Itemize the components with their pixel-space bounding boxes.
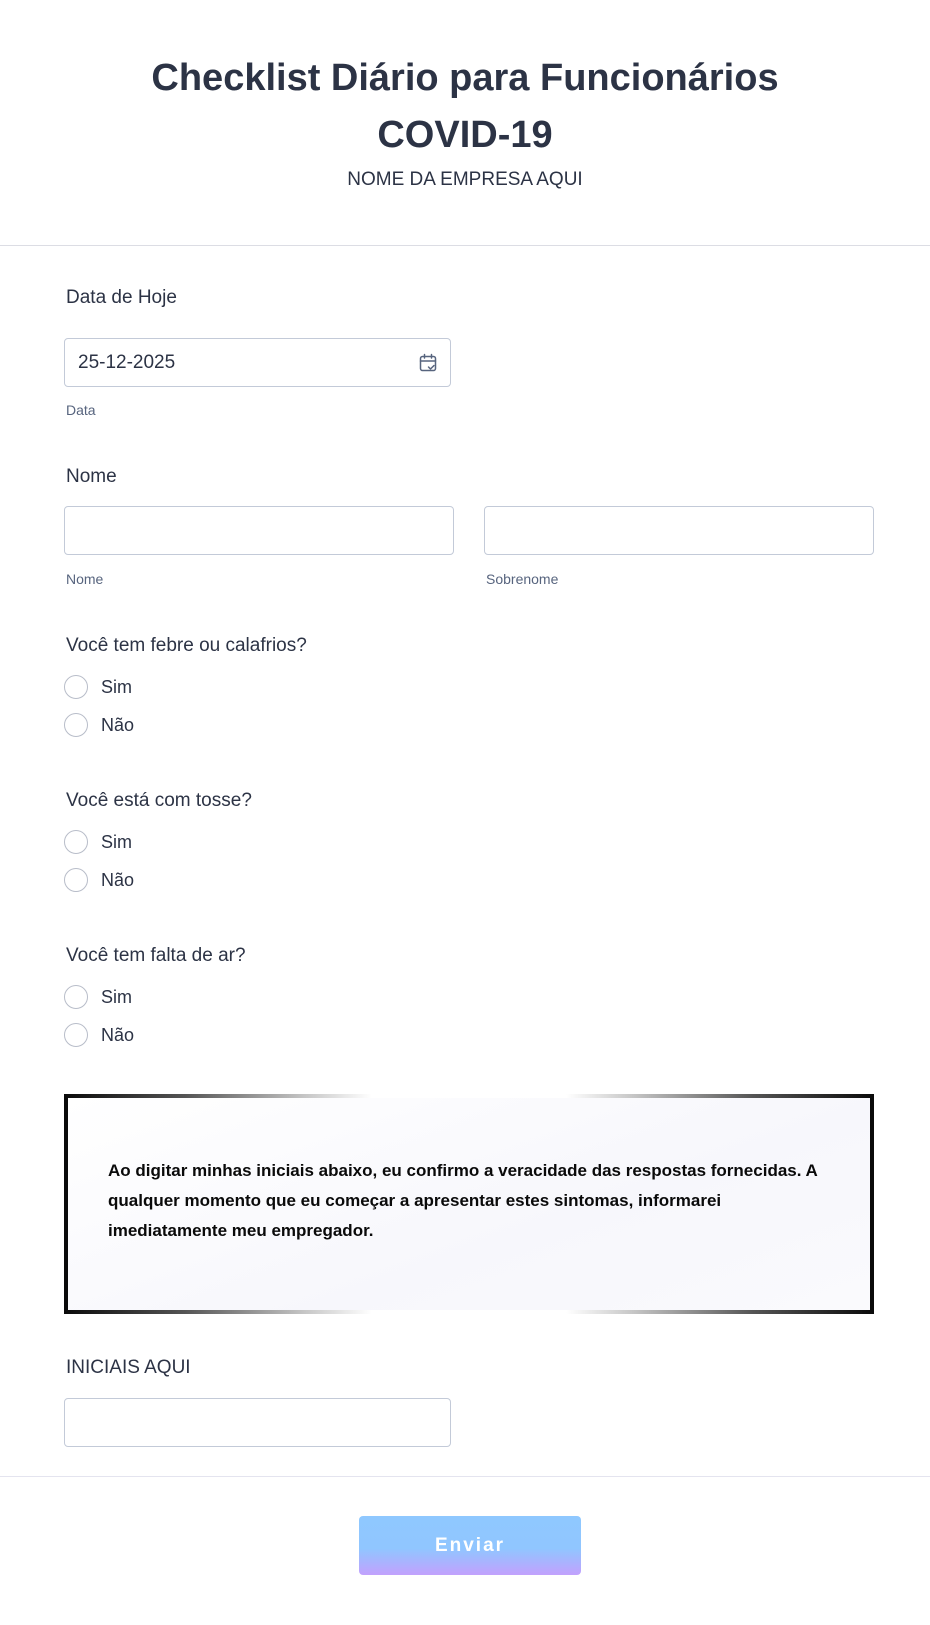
- form-title-line1: Checklist Diário para Funcionários: [151, 57, 779, 99]
- date-value: 25-12-2025: [78, 352, 176, 373]
- question-breath-label: Você tem falta de ar?: [66, 945, 246, 966]
- date-label: Data de Hoje: [66, 287, 177, 308]
- radio-label: Sim: [101, 832, 132, 852]
- question-fever-label: Você tem febre ou calafrios?: [66, 635, 307, 656]
- date-input[interactable]: [64, 338, 451, 387]
- calendar-check-icon[interactable]: [418, 353, 438, 373]
- first-name-sublabel: Nome: [66, 571, 104, 587]
- last-name-sublabel: Sobrenome: [486, 571, 559, 587]
- radio-label: Não: [101, 870, 135, 890]
- radio-label: Não: [101, 1025, 135, 1045]
- first-name-input[interactable]: [64, 506, 454, 555]
- radio-fever-sim[interactable]: [64, 674, 132, 700]
- confirmation-notice: [64, 1098, 874, 1310]
- radio-cough-nao[interactable]: [64, 867, 134, 893]
- radio-circle[interactable]: [64, 675, 88, 699]
- radio-breath-sim[interactable]: [64, 984, 132, 1010]
- radio-label: Não: [101, 715, 135, 735]
- form-title: [0, 50, 930, 164]
- notice-text: Ao digitar minhas iniciais abaixo, eu confirmo a veracidade das respostas fornecidas. A qualquer momento que eu começar a apresentar estes sintomas, informarei imediatamente meu empregador.: [108, 1161, 818, 1240]
- form-header: [0, 0, 930, 246]
- radio-label: Sim: [101, 677, 132, 697]
- name-label: Nome: [66, 466, 117, 487]
- submit-button[interactable]: Enviar: [359, 1516, 581, 1575]
- radio-cough-sim[interactable]: [64, 829, 132, 855]
- radio-circle[interactable]: [64, 713, 88, 737]
- radio-fever-nao[interactable]: [64, 712, 134, 738]
- initials-input[interactable]: [64, 1398, 451, 1447]
- date-sublabel: Data: [66, 402, 96, 418]
- radio-circle[interactable]: [64, 1023, 88, 1047]
- footer-divider: [0, 1476, 930, 1477]
- form-title-line2: COVID-19: [377, 114, 553, 156]
- question-cough-label: Você está com tosse?: [66, 790, 252, 811]
- initials-label: INICIAIS AQUI: [66, 1357, 191, 1378]
- last-name-input[interactable]: [484, 506, 874, 555]
- radio-breath-nao[interactable]: [64, 1022, 134, 1048]
- company-name: NOME DA EMPRESA AQUI: [347, 169, 583, 190]
- radio-circle[interactable]: [64, 868, 88, 892]
- radio-circle[interactable]: [64, 830, 88, 854]
- radio-circle[interactable]: [64, 985, 88, 1009]
- radio-label: Sim: [101, 987, 132, 1007]
